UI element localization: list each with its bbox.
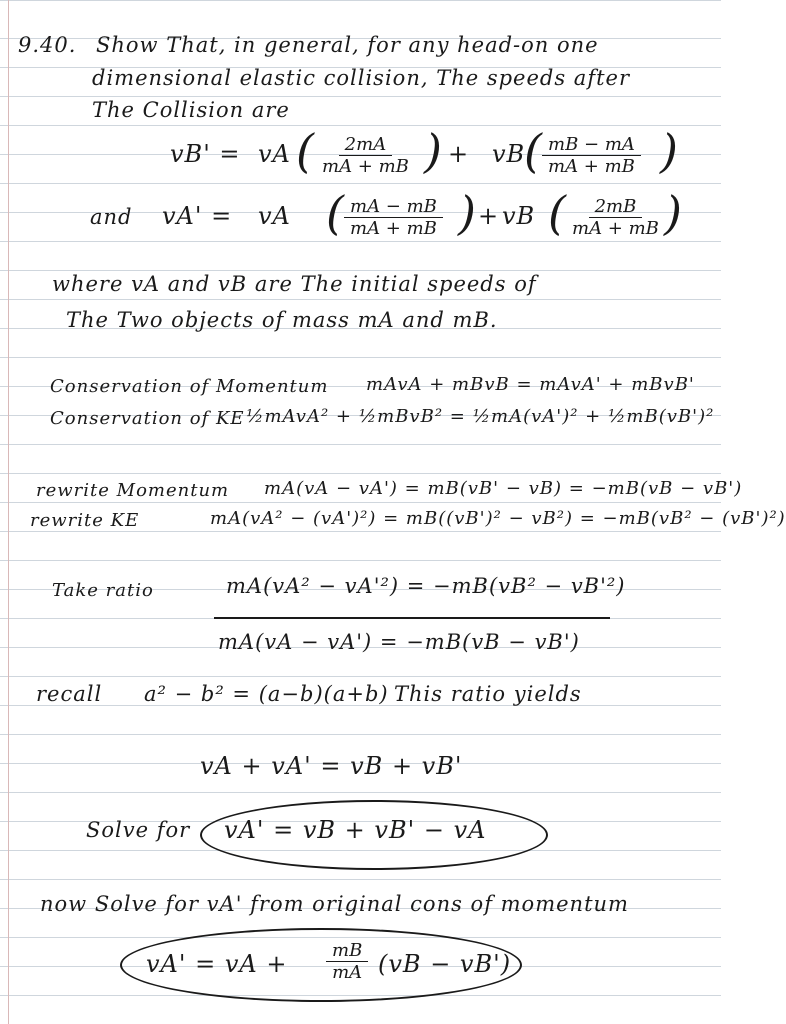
eq2-term2-fraction	[566, 196, 665, 239]
eq1-term2-fraction	[542, 134, 641, 177]
recall-note: This ratio yields	[394, 682, 582, 706]
eq2-term1-paren-close: )	[458, 186, 476, 240]
eq1-term2-paren-close: )	[660, 124, 678, 178]
recall-identity: a² − b² = (a−b)(a+b)	[144, 682, 389, 706]
ratio-denominator: mA(vA − vA') = −mB(vB − vB')	[218, 630, 580, 654]
margin-line	[8, 0, 9, 1024]
conservation-momentum-label: Conservation of Momentum	[50, 376, 329, 397]
eq2-term1-paren-open: (	[326, 186, 344, 240]
problem-line-3: The Collision are	[92, 98, 290, 122]
eq2-term1-denominator: mA + mB	[350, 218, 437, 239]
solve-equation: vA' = vB + vB' − vA	[224, 816, 487, 844]
ratio-numerator: mA(vA² − vA'²) = −mB(vB² − vB'²)	[226, 574, 626, 598]
recall-label: recall	[36, 682, 103, 706]
eq2-term2-paren-open: (	[548, 186, 566, 240]
final-fraction	[326, 940, 368, 983]
final-numerator: mB	[326, 940, 368, 962]
eq1-term1-fraction	[316, 134, 415, 177]
eq1-plus: +	[448, 140, 470, 168]
eq1-term1-numerator: 2mA	[339, 134, 393, 156]
problem-line-2: dimensional elastic collision, The speeds after	[92, 66, 630, 90]
eq2-term1-coef: vA	[258, 202, 291, 230]
where-line-2: The Two objects of mass mA and mB.	[66, 308, 498, 332]
final-lhs: vA' = vA +	[146, 950, 288, 978]
eq2-plus: +	[478, 202, 500, 230]
eq2-term1-fraction	[344, 196, 443, 239]
final-denominator: mA	[332, 962, 363, 983]
conservation-momentum-equation: mAvA + mBvB = mAvA' + mBvB'	[366, 374, 695, 395]
eq1-term1-paren-open: (	[296, 124, 314, 178]
rewrite-momentum-equation: mA(vA − vA') = mB(vB' − vB) = −mB(vB − vB')	[264, 478, 743, 499]
eq1-lhs: vB' =	[170, 140, 241, 168]
eq2-and: and	[90, 205, 133, 229]
eq1-term2-paren-open: (	[524, 124, 542, 178]
eq2-term1-numerator: mA − mB	[344, 196, 443, 218]
ratio-label: Take ratio	[52, 580, 154, 601]
solve-label: Solve for	[86, 818, 191, 842]
conservation-ke-label: Conservation of KE	[50, 408, 245, 429]
rewrite-momentum-label: rewrite Momentum	[36, 480, 230, 501]
now-solve-text: now Solve for vA' from original cons of momentum	[40, 892, 629, 916]
problem-line-1: Show That, in general, for any head-on one	[96, 33, 599, 57]
eq2-term2-denominator: mA + mB	[572, 218, 659, 239]
eq1-term2-numerator: mB − mA	[542, 134, 641, 156]
eq1-term2-coef: vB	[492, 140, 526, 168]
where-line-1: where vA and vB are The initial speeds of	[52, 272, 537, 296]
problem-number: 9.40.	[18, 33, 77, 57]
eq2-term2-coef: vB	[502, 202, 536, 230]
eq2-lhs: vA' =	[162, 202, 233, 230]
eq1-term1-denominator: mA + mB	[322, 156, 409, 177]
rewrite-ke-label: rewrite KE	[30, 510, 140, 531]
conservation-ke-equation: ½mAvA² + ½mBvB² = ½mA(vA')² + ½mB(vB')²	[246, 406, 715, 427]
eq1-term1-coef: vA	[258, 140, 291, 168]
sum-equation: vA + vA' = vB + vB'	[200, 752, 463, 780]
eq2-term2-paren-close: )	[664, 186, 682, 240]
final-tail: (vB − vB')	[378, 950, 512, 978]
rewrite-ke-equation: mA(vA² − (vA')²) = mB((vB')² − vB²) = −mB(vB² − (vB')²)	[210, 508, 786, 529]
eq1-term1-paren-close: )	[424, 124, 442, 178]
eq1-term2-denominator: mA + mB	[548, 156, 635, 177]
ratio-fraction-bar	[214, 617, 610, 619]
eq2-term2-numerator: 2mB	[589, 196, 643, 218]
